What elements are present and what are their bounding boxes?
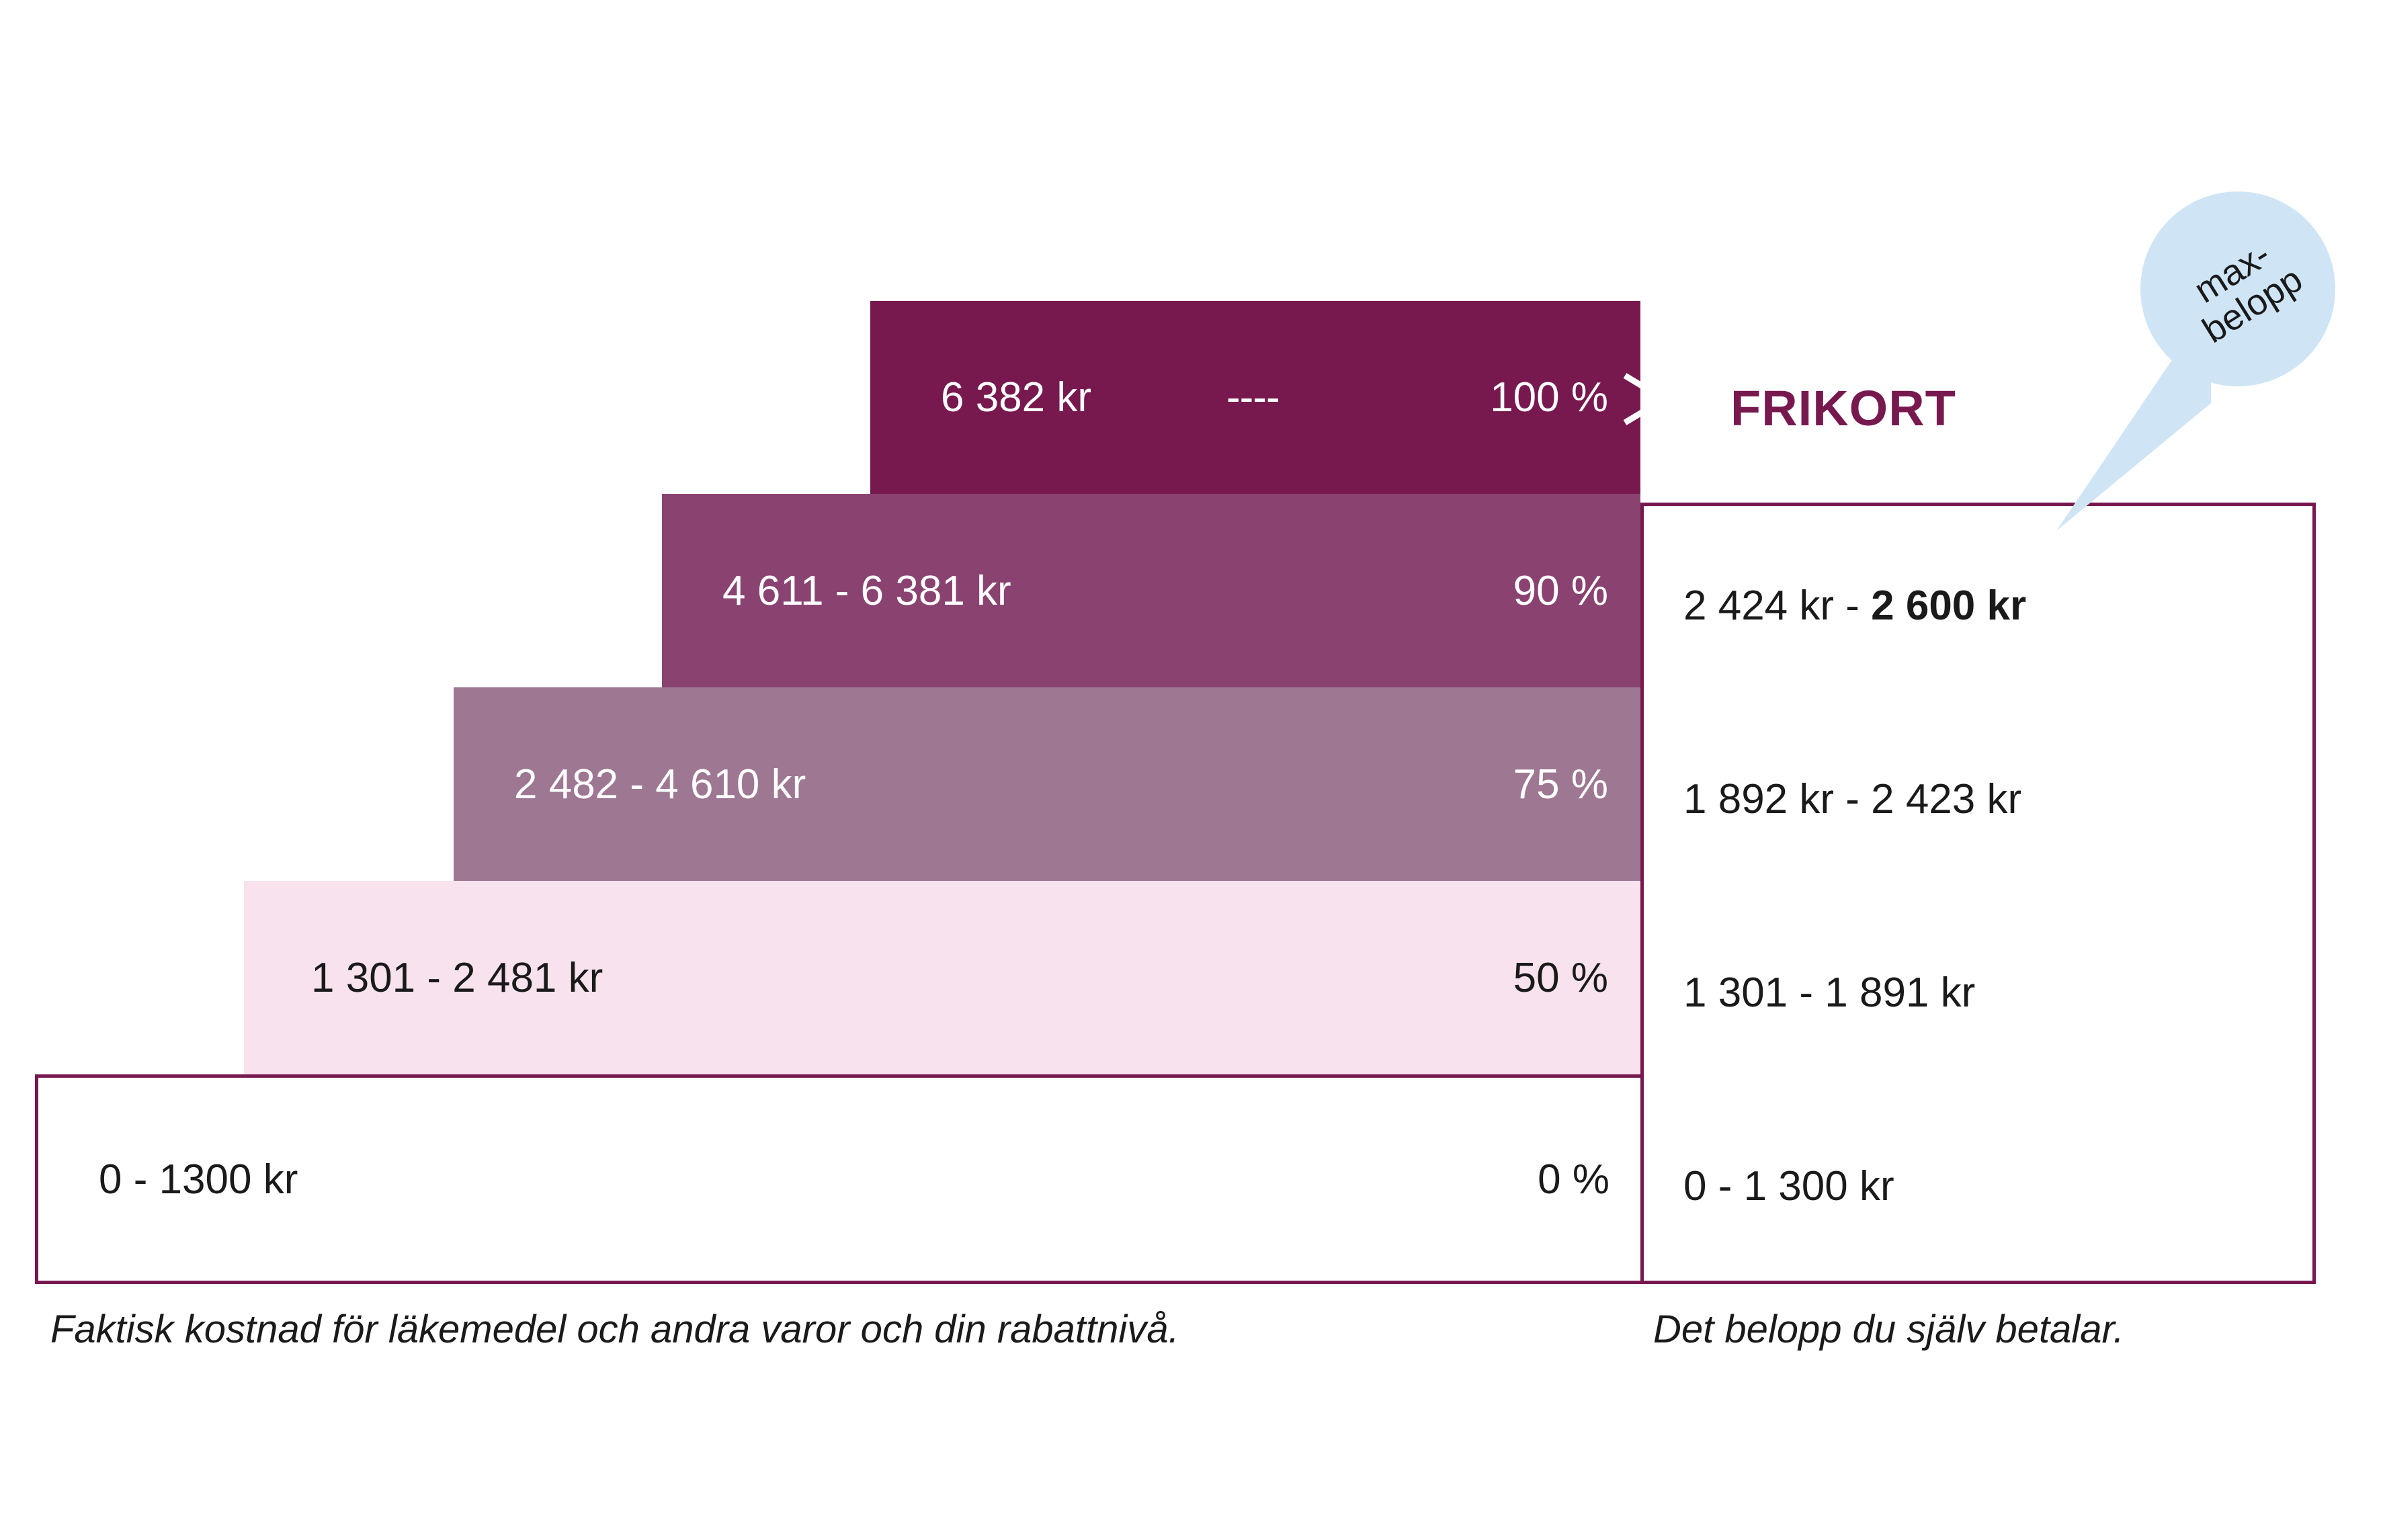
step-50-cost: 1 301 - 2 481 kr — [311, 954, 603, 1001]
own-cost-90 — [1683, 582, 2026, 630]
step-0-discount: 0 % — [1538, 1156, 1609, 1203]
step-bar-75 — [454, 687, 1640, 881]
caption-right: Det belopp du själv betalar. — [1653, 1308, 2124, 1351]
step-0-cost: 0 - 1300 kr — [99, 1156, 298, 1203]
own-cost-75: 1 892 kr - 2 423 kr — [1683, 776, 2022, 822]
arrow-right-icon — [1620, 373, 1672, 425]
step-50-discount: 50 % — [1513, 954, 1608, 1001]
own-cost-50: 1 301 - 1 891 kr — [1683, 970, 1976, 1016]
max-belopp-bubble-text: max- belopp — [2187, 233, 2310, 351]
step-bar-90 — [662, 494, 1640, 687]
step-100-cost: 6 382 kr — [941, 374, 1092, 421]
step-75-cost: 2 482 - 4 610 kr — [514, 761, 806, 808]
step-100-dashes: ---- — [1226, 374, 1280, 421]
step-bar-50 — [244, 881, 1640, 1074]
step-90-cost: 4 611 - 6 381 kr — [722, 567, 1011, 614]
own-cost-90-prefix: 2 424 kr - — [1683, 583, 1872, 629]
own-cost-90-max: 2 600 kr — [1871, 583, 2027, 629]
step-bar-0 — [35, 1074, 1640, 1284]
caption-left: Faktisk kostnad för läkemedel och andra varor och din rabattnivå. — [50, 1308, 1179, 1351]
step-100-discount: 100 % — [1490, 374, 1608, 421]
own-cost-0: 0 - 1 300 kr — [1683, 1163, 1894, 1209]
step-90-discount: 90 % — [1513, 567, 1608, 614]
step-bar-100 — [870, 301, 1640, 494]
frikort-label: FRIKORT — [1730, 380, 1956, 436]
step-75-discount: 75 % — [1513, 761, 1608, 808]
